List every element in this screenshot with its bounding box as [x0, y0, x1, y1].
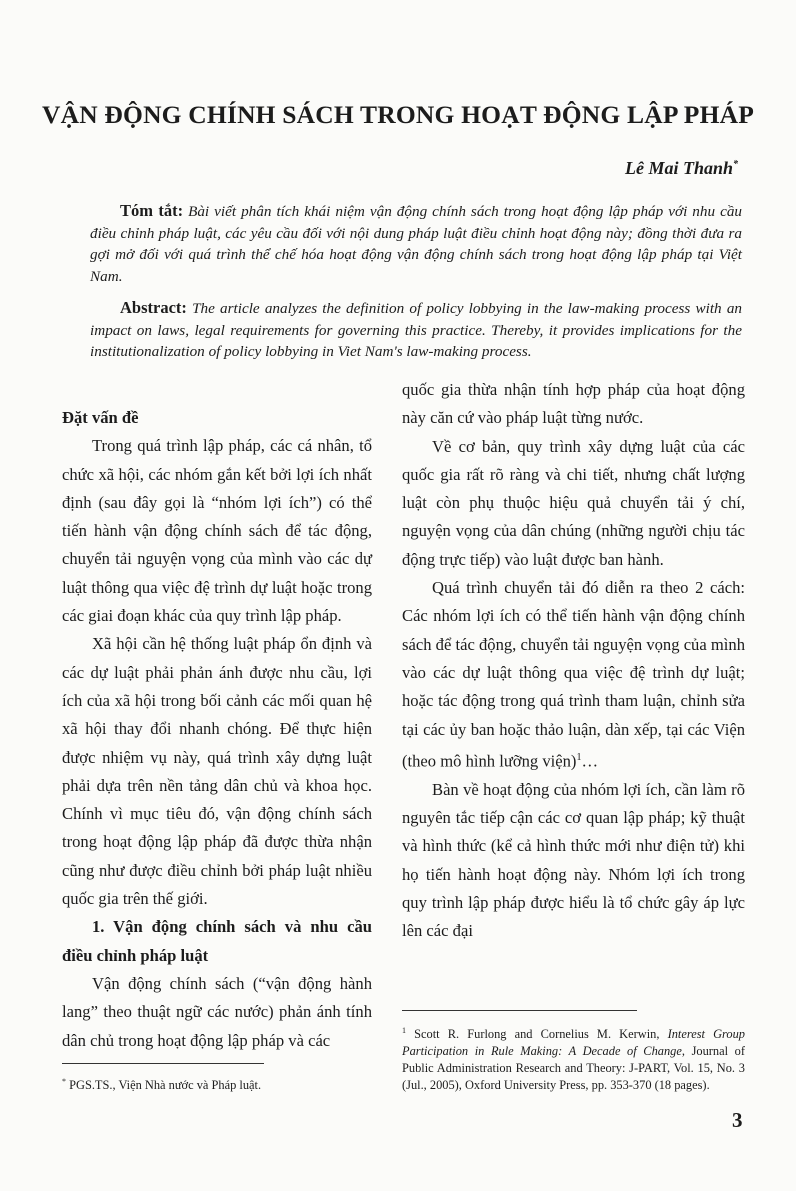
- section-heading-1: 1. Vận động chính sách và nhu cầu điều chỉnh pháp luật: [62, 917, 372, 965]
- ellipsis: …: [581, 751, 599, 771]
- footnote-reference[interactable]: 1: [576, 751, 582, 763]
- article-title: VẬN ĐỘNG CHÍNH SÁCH TRONG HOẠT ĐỘNG LẬP PHÁP: [42, 100, 754, 129]
- footnote-text: PGS.TS., Viện Nhà nước và Pháp luật.: [69, 1078, 262, 1093]
- body-paragraph: Bàn về hoạt động của nhóm lợi ích, cần làm rõ nguyên tắc tiếp cận các cơ quan lập pháp; kỹ thuật và hình thức (kể cả hình thức mới như điện tử) khi họ tiến hành hoạt động này. Nhóm lợi ích trong quy trình lập pháp được hiểu là tổ chức gây áp lực lên các đại: [402, 779, 745, 941]
- paragraph-text: Quá trình chuyển tải đó diễn ra theo 2 cách: Các nhóm lợi ích có thể tiến hành vận động chính sách để tác động, chuyển tải nguyện vọng của mình vào các dự luật thông qua việc đệ trình dự luật; hoặc tác động trong quá trình tham luận, chỉnh sửa tại các ủy ban hoặc thảo luận, dàn xếp, tại các Viện (theo mô hình lưỡng viện): [402, 578, 745, 771]
- left-column: [62, 404, 372, 1055]
- section-heading-intro: Đặt vấn đề: [62, 408, 139, 427]
- abstract-vn-text: Bài viết phân tích khái niệm vận động chính sách trong hoạt động lập pháp với nhu cầu điều chỉnh pháp luật, các yêu cầu đối với nội dung pháp luật điều chỉnh hoạt động này; đồng thời đưa ra gợi mở đối với quá trình thể chế hóa hoạt động vận động chính sách trong hoạt động lập pháp tại Việt Nam.: [90, 203, 743, 285]
- body-paragraph: Vận động chính sách (“vận động hành lang” theo thuật ngữ các nước) phản ánh tính dân chủ trong hoạt động lập pháp và các: [62, 973, 372, 1050]
- body-paragraph: Về cơ bản, quy trình xây dựng luật của các quốc gia rất rõ ràng và chi tiết, nhưng chất lượng luật còn phụ thuộc hiệu quả chuyển tải ý chí, nguyện vọng của dân chúng (những người chịu tác động trực tiếp) vào luật được ban hành.: [402, 436, 745, 569]
- author-footnote-mark: *: [733, 159, 738, 170]
- author-name: [625, 158, 738, 179]
- body-paragraph: Trong quá trình lập pháp, các cá nhân, tổ chức xã hội, các nhóm gắn kết bởi lợi ích nhất định (sau đây gọi là “nhóm lợi ích”) có thể tiến hành vận động chính sách để tác động, chuyển tải nguyện vọng của mình vào các dự luật thông qua việc đệ trình dự luật hoặc trong các giai đoạn khác của quy trình lập pháp.: [62, 436, 372, 626]
- page-number: 3: [732, 1108, 743, 1132]
- body-paragraph: Xã hội cần hệ thống luật pháp ổn định và các dự luật phải phản ánh được nhu cầu, lợi ích của xã hội trong bối cảnh các mối quan hệ xã hội thay đổi nhanh chóng. Để thực hiện được nhiệm vụ này, quá trình xây dựng luật phải dựa trên nền tảng dân chủ và khoa học. Chính vì mục tiêu đó, vận động chính sách trong hoạt động lập pháp đã được thừa nhận cũng như được điều chỉnh bởi pháp luật nhiều quốc gia trên thế giới.: [62, 634, 372, 909]
- footnote-1: [402, 1022, 745, 1094]
- right-column: [402, 376, 745, 945]
- footnote-author: [62, 1073, 382, 1094]
- footnote-divider: [62, 1063, 264, 1064]
- footnote-title: Interest Group Participation in Rule Making: A Decade of Change: [402, 1027, 745, 1059]
- body-paragraph: [402, 574, 745, 776]
- abstract-english: [90, 297, 742, 363]
- body-paragraph-continued: quốc gia thừa nhận tính hợp pháp của hoạt động này căn cứ vào pháp luật từng nước.: [402, 380, 745, 428]
- abstract-en-text: The article analyzes the definition of policy lobbying in the law-making process with an impact on laws, legal requirements for governing this practice. Thereby, it provides implications for the institutionalization of policy lobbying in Viet Nam's law-making process.: [90, 300, 743, 360]
- footnote-mark: *: [62, 1077, 66, 1086]
- footnote-divider: [402, 1010, 637, 1011]
- footnote-rest: , Journal of Public Administration Research and Theory: J-PART, Vol. 15, No. 3 (Jul., 2005), Oxford University Press, pp. 353-370 (18 pages).: [402, 1044, 745, 1093]
- abstract-vn-label: Tóm tắt:: [120, 201, 184, 220]
- footnote-mark: 1: [402, 1026, 406, 1035]
- abstract-en-label: Abstract:: [120, 298, 187, 317]
- footnote-authors: Scott R. Furlong and Cornelius M. Kerwin,: [414, 1027, 660, 1042]
- abstract-vietnamese: [90, 200, 742, 287]
- author-name-text: Lê Mai Thanh: [624, 158, 733, 178]
